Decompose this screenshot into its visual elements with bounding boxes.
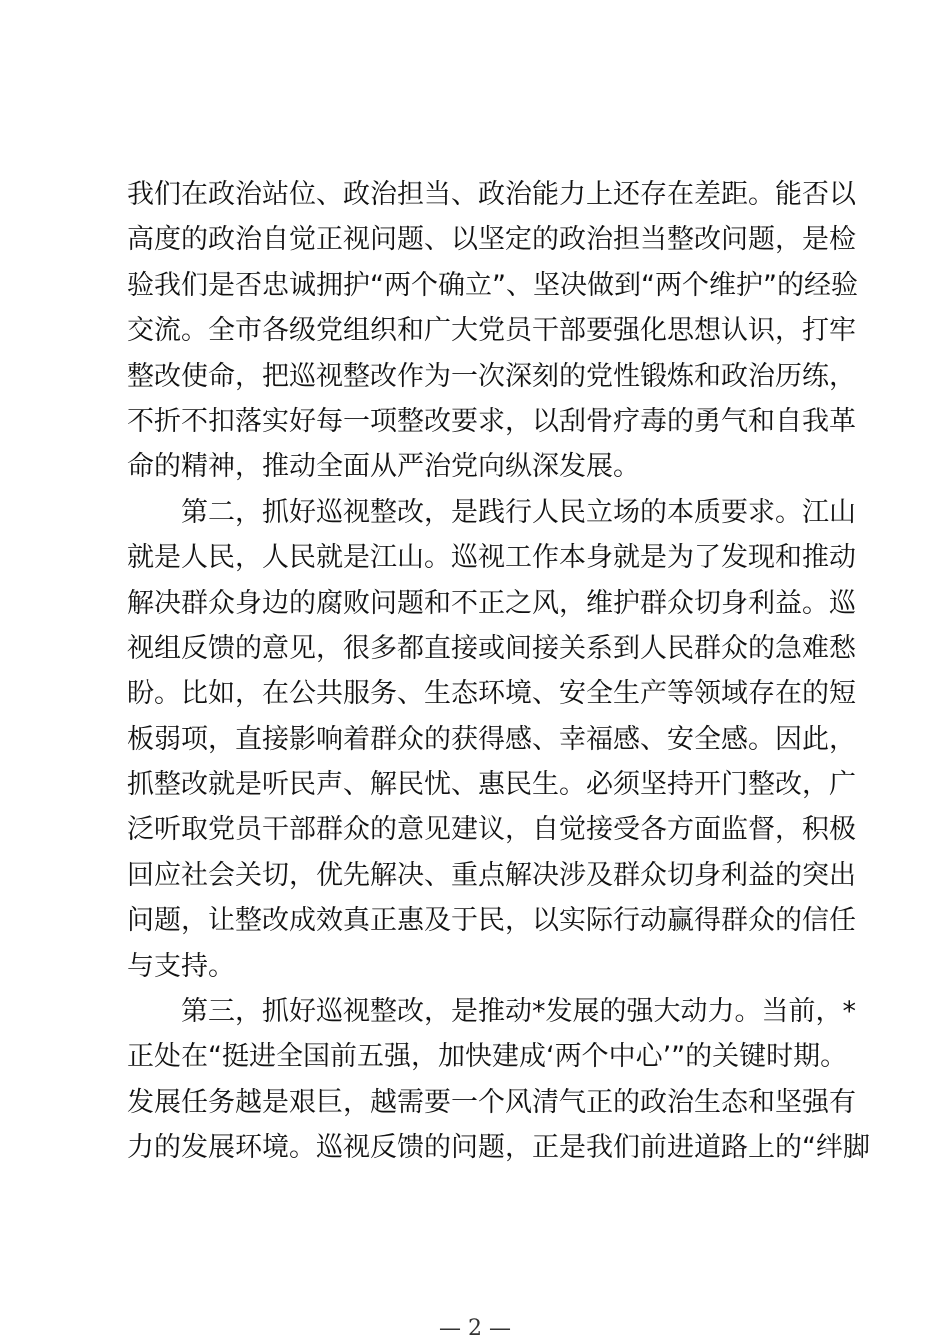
- text-line: 发展任务越是艰巨，越需要一个风清气正的政治生态和坚强有: [127, 1086, 856, 1118]
- text-line: 回应社会关切，优先解决、重点解决涉及群众切身利益的突出: [127, 859, 856, 891]
- text-line: 整改使命，把巡视整改作为一次深刻的党性锻炼和政治历练，: [127, 360, 856, 392]
- text-line: 盼。比如，在公共服务、生态环境、安全生产等领域存在的短: [127, 678, 856, 710]
- text-line: 板弱项，直接影响着群众的获得感、幸福感、安全感。因此，: [127, 723, 856, 755]
- text-line: 不折不扣落实好每一项整改要求，以刮骨疗毒的勇气和自我革: [127, 405, 856, 437]
- text-line: 正处在“挺进全国前五强，加快建成‘两个中心’”的关键时期。: [127, 1041, 848, 1073]
- text-line: 验我们是否忠诚拥护“两个确立”、坚决做到“两个维护”的经验: [127, 269, 858, 301]
- text-line: 问题，让整改成效真正惠及于民，以实际行动赢得群众的信任: [127, 905, 856, 937]
- text-line: 泛听取党员干部群众的意见建议，自觉接受各方面监督，积极: [127, 814, 856, 846]
- text-line: 就是人民，人民就是江山。巡视工作本身就是为了发现和推动: [127, 542, 856, 574]
- text-line: 抓整改就是听民声、解民忧、惠民生。必须坚持开门整改，广: [127, 769, 856, 801]
- body-text: [127, 172, 870, 1171]
- text-line: 解决群众身边的腐败问题和不正之风，维护群众切身利益。巡: [127, 587, 856, 619]
- text-line: 与支持。: [127, 950, 235, 982]
- text-line: 视组反馈的意见，很多都直接或间接关系到人民群众的急难愁: [127, 632, 856, 664]
- paragraph-start-line: 第二，抓好巡视整改，是践行人民立场的本质要求。江山: [181, 496, 856, 528]
- text-line: 我们在政治站位、政治担当、政治能力上还存在差距。能否以: [127, 179, 856, 210]
- paragraph-start-line: 第三，抓好巡视整改，是推动*发展的强大动力。当前，*: [181, 996, 856, 1028]
- text-line: 高度的政治自觉正视问题、以坚定的政治担当整改问题，是检: [127, 224, 856, 256]
- text-line: 命的精神，推动全面从严治党向纵深发展。: [127, 451, 640, 483]
- text-line: 力的发展环境。巡视反馈的问题，正是我们前进道路上的“绊脚: [127, 1132, 870, 1164]
- page-number: — 2 —: [439, 1316, 511, 1341]
- text-line: 交流。全市各级党组织和广大党员干部要强化思想认识，打牢: [127, 315, 856, 347]
